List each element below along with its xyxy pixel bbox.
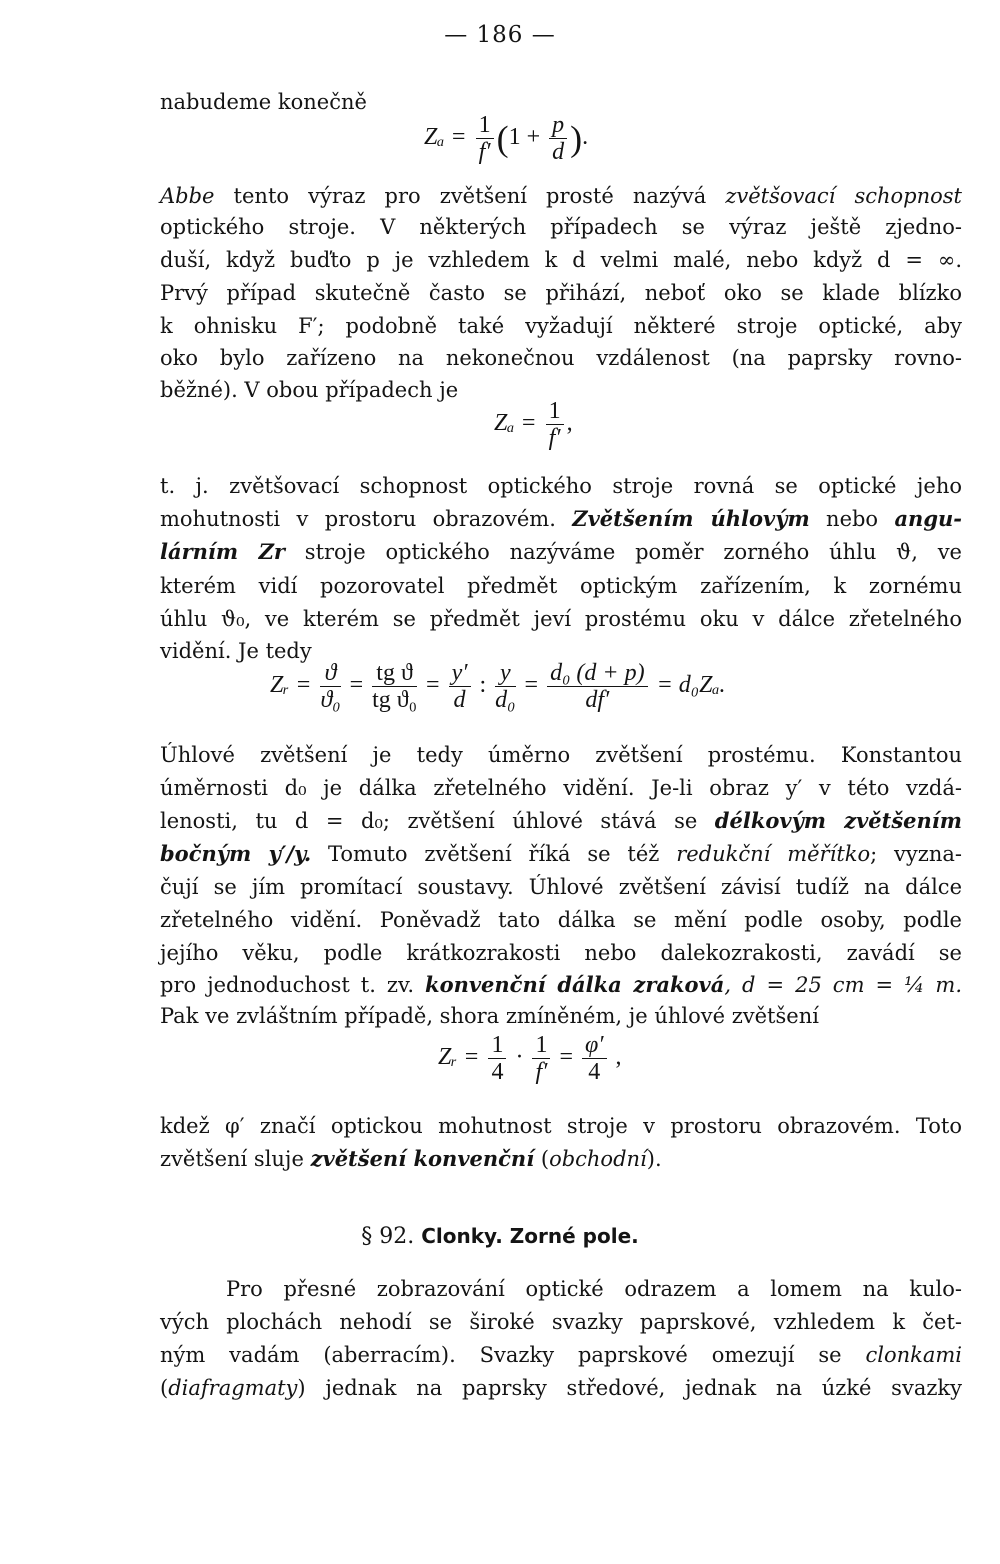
text-line: čují se jím promítací soustavy. Úhlové zvětšení závisí tudíž na dálce (160, 875, 962, 899)
text-line: vých plochách nehodí se široké svazky paprskové, vzhledem k čet- (160, 1310, 962, 1334)
text-line: optického stroje. V některých případech se výraz ještě zjedno- (160, 215, 962, 239)
text-line: t. j. zvětšovací schopnost optického stroje rovná se optické jeho (160, 474, 962, 498)
text-line: Prvý případ skutečně často se přihází, neboť oko se klade blízko (160, 281, 962, 305)
text-line: úměrnosti d₀ je dálka zřetelného vidění. Je-li obraz y′ v této vzdá- (160, 776, 962, 800)
text-line: ným vadám (aberracím). Svazky paprskové omezují se clonkami (160, 1343, 962, 1367)
formula-zr-conventional: Zᵣ = $\frac{1}{4}$ · $\frac{1}{f'}$ = $\frac{\varphi'}{4}$ , (438, 1032, 622, 1085)
text-line: (diafragmaty) jednak na paprsky středové, jednak na úzké svazky (160, 1376, 962, 1400)
text-line: kterém vidí pozorovatel předmět optickým zařízením, k zornému (160, 574, 962, 598)
text-line: bočným y′/y. Tomuto zvětšení říká se též redukční měřítko; vyzna- (160, 841, 962, 866)
text-line: pro jednoduchost t. zv. konvenční dálka zraková, d = 25 cm = ¼ m. (160, 972, 963, 997)
section-number: § 92. (361, 1224, 415, 1249)
text-line: běžné). V obou případech je (160, 378, 459, 402)
text-line: oko bylo zařízeno na nekonečnou vzdálenost (na paprsky rovno- (160, 346, 962, 370)
text-line: vidění. Je tedy (160, 639, 312, 663)
text-line: k ohnisku F′; podobně také vyžadují některé stroje optické, aby (160, 314, 962, 338)
text-line: úhlu ϑ₀, ve kterém se předmět jeví prostému oku v dálce zřetelného (160, 607, 962, 631)
formula-za-simple: Zₐ = $\frac{1}{f'}$ , (494, 398, 573, 451)
text-line: Pak ve zvláštním případě, shora zmíněném, je úhlové zvětšení (160, 1004, 819, 1028)
text-line: zřetelného vidění. Poněvadž tato dálka se mění podle osoby, podle (160, 908, 962, 932)
text-line: lenosti, tu d = d₀; zvětšení úhlové stává se délkovým zvětšením (160, 808, 962, 833)
text-line: mohutnosti v prostoru obrazovém. Zvětšením úhlovým nebo angu- (160, 506, 962, 531)
text-line: zvětšení sluje zvětšení konvenční (obchodní). (160, 1146, 662, 1171)
text-line: duší, když buďto p je vzhledem k d velmi malé, nebo když d = ∞. (160, 248, 962, 272)
text-line: nabudeme konečně (160, 90, 367, 114)
text-line: Pro přesné zobrazování optické odrazem a lomem na kulo- (226, 1277, 962, 1301)
text-line: Abbe tento výraz pro zvětšení prosté nazývá zvětšovací schopnost (160, 184, 962, 208)
page-number: — 186 — (444, 22, 556, 48)
text-line: lárním Zr stroje optického nazýváme poměr zorného úhlu ϑ, ve (160, 539, 962, 564)
section-heading (0, 1224, 1000, 1249)
section-title: Clonky. Zorné pole. (421, 1224, 639, 1248)
fraction: $\frac{1}{f'}$ (546, 398, 564, 451)
fraction: $\frac{1}{f'}$ (476, 112, 494, 165)
text-line: Úhlové zvětšení je tedy úměrno zvětšení prostému. Konstantou (160, 743, 962, 767)
text-line: kdež φ′ značí optickou mohutnost stroje v prostoru obrazovém. Toto (160, 1114, 962, 1138)
formula-za-full: Zₐ = $\frac{1}{f'}$ (1 + $\frac{p}{d}$ ). (424, 112, 589, 165)
fraction: $\frac{p}{d}$ (549, 112, 567, 165)
formula-lhs: Zₐ = (424, 124, 467, 151)
formula-zr: Zᵣ = $\frac{ϑ}{\text{ϑ₀}}$ = $\frac{\text{tg ϑ}}{\text{tg ϑ₀}}$ = $\frac{y'}{d}$ : $\frac{y}{\text{d₀}}$ = $\frac{\text{d₀ (d + p)}}{df'}$ = d₀Zₐ. (270, 660, 726, 713)
text-line: jejího věku, podle krátkozrakosti nebo dalekozrakosti, zavádí se (160, 941, 962, 965)
